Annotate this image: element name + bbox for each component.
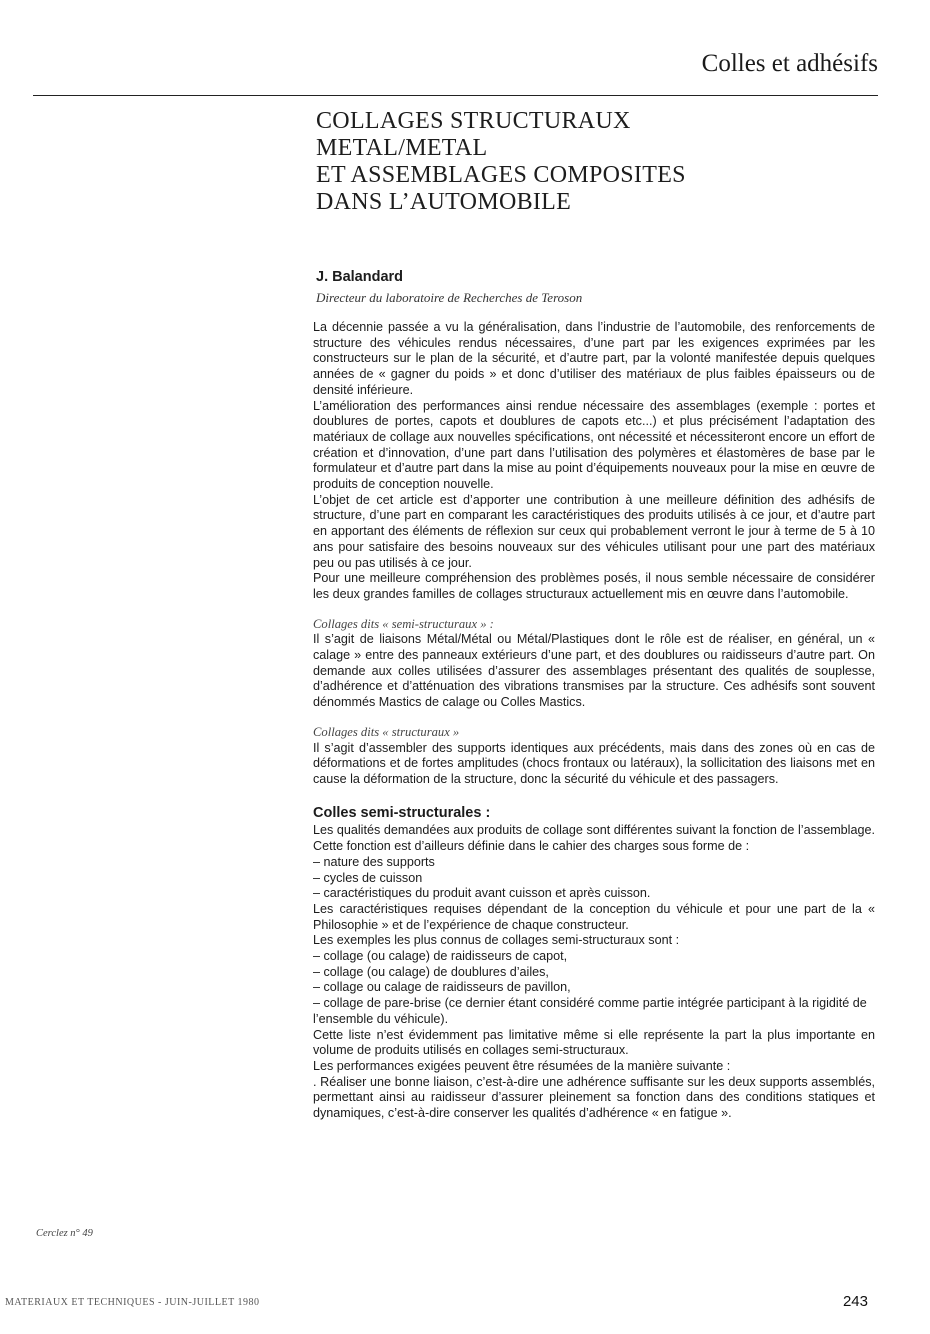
title-line: METAL/METAL [316,135,488,161]
paragraph: L’amélioration des performances ainsi rendue nécessaire des assemblages (exemple : portes et doublures de portes, capots et doublures de capots etc...) et plus précisément l’adaptation des matériaux de collage aux nouvelles spécifications, ont nécessité et nécessiteront encore un effort de création et d’innovation, d’une part dans l’utilisation des polymères et élastomères de base par le formulateur et d’autre part dans la mise au point d’équipements nouveaux pour la mise en œuvre de produits de conception nouvelle. [313,398,875,492]
list-item: – collage (ou calage) de raidisseurs de capot, [313,949,568,964]
list-item: – collage (ou calage) de doublures d’ailes, [313,964,549,979]
section-heading: Colles semi-structurales : [313,804,491,821]
list-item: – nature des supports [313,854,435,869]
paragraph: Il s’agit d’assembler des supports identiques aux précédents, mais dans des zones où en cas de déformations et de fortes amplitudes (chocs frontaux ou latéraux), la sollicitation des liaisons met en cause la déformation de la structure, donc la sécurité du véhicule et des passagers. [313,740,875,786]
paragraph: . Réaliser une bonne liaison, c’est-à-dire une adhérence suffisante sur les deux supports assemblés, permettant ainsi au raidisseur d’assurer pleinement sa fonction dans des conditions statiques et dynamiques, c’est-à-dire conserver les qualités d’adhérence « en fatigue ». [313,1074,875,1121]
list [313,855,875,902]
title-line: COLLAGES STRUCTURAUX [316,108,631,134]
paragraph: Les caractéristiques requises dépendant de la conception du véhicule et pour une part de la « Philosophie » et de l’expérience de chaque constructeur. [313,901,875,932]
title-line: ET ASSEMBLAGES COMPOSITES [316,162,686,188]
journal-footer: MATERIAUX ET TECHNIQUES - JUIN-JUILLET 1980 [5,1297,260,1308]
list [313,949,875,1028]
section-title: Colles et adhésifs [701,50,878,77]
subsection-title: Collages dits « semi-structuraux » : [313,616,494,631]
paragraph: L’objet de cet article est d’apporter une contribution à une meilleure définition des adhésifs de structure, d’une part en comparant les caractéristiques des produits utilisés à ce jour, et d’autre part en apportant des éléments de réflexion sur ceux qui probablement verront le jour à terme de 5 à 10 ans pour satisfaire des besoins nouveaux sur des véhicules utilisant pour une part des matériaux peu ou pas utilisés à ce jour. [313,492,875,570]
list-item: – caractéristiques du produit avant cuisson et après cuisson. [313,886,651,901]
subsection-title: Collages dits « structuraux » [313,724,460,739]
paragraph: La décennie passée a vu la généralisation, dans l’industrie de l’automobile, des renforcements de structure des véhicules rendus nécessaires, d’une part par les exigences exprimées par les constructeurs sur le plan de la sécurité, et d’autre part, par la volonté manifestée depuis quelques années de « gagner du poids » et donc d’utiliser des matériaux de plus faibles épaisseurs ou de densité inférieure. [313,320,875,397]
reader-service-ref: Cerclez n° 49 [36,1228,93,1239]
paragraph: Cette liste n’est évidemment pas limitative même si elle représente la part la plus importante en volume de produits utilisés en collages semi-structuraux. [313,1027,875,1058]
header-rule [33,95,878,96]
list-item: – collage ou calage de raidisseurs de pavillon, [313,980,571,995]
title-line: DANS L’AUTOMOBILE [316,189,572,215]
paragraph: Les qualités demandées aux produits de collage sont différentes suivant la fonction de l’assemblage. Cette fonction est d’ailleurs définie dans le cahier des charges sous forme de : [313,823,875,854]
paragraph: Les performances exigées peuvent être résumées de la manière suivante : [313,1058,731,1073]
article-body [313,320,875,1122]
paragraph: Pour une meilleure compréhension des problèmes posés, il nous semble nécessaire de considérer les deux grandes familles de collages structuraux actuellement mis en œuvre dans l’automobile. [313,571,875,601]
article-title [316,108,876,216]
author-name: J. Balandard [316,269,404,285]
author-affiliation: Directeur du laboratoire de Recherches de Teroson [316,290,583,305]
paragraph: Il s’agit de liaisons Métal/Métal ou Métal/Plastiques dont le rôle est de réaliser, en général, un « calage » entre des panneaux extérieurs d’une part, et des doublures ou raidisseurs d’autre part. On demande aux colles utilisées d’assurer des assemblages présentant des qualités de souplesse, d’adhérence et d’atténuation des vibrations transmises par la structure. Ces adhésifs sont souvent dénommés Mastics de calage ou Colles Mastics. [313,632,875,710]
list-item: – collage de pare-brise (ce dernier étant considéré comme partie intégrée participant à la rigidité de l’ensemble du véhicule). [313,996,867,1026]
page-number: 243 [842,1293,868,1310]
paragraph: Les exemples les plus connus de collages semi-structuraux sont : [313,933,680,948]
list-item: – cycles de cuisson [313,870,423,885]
